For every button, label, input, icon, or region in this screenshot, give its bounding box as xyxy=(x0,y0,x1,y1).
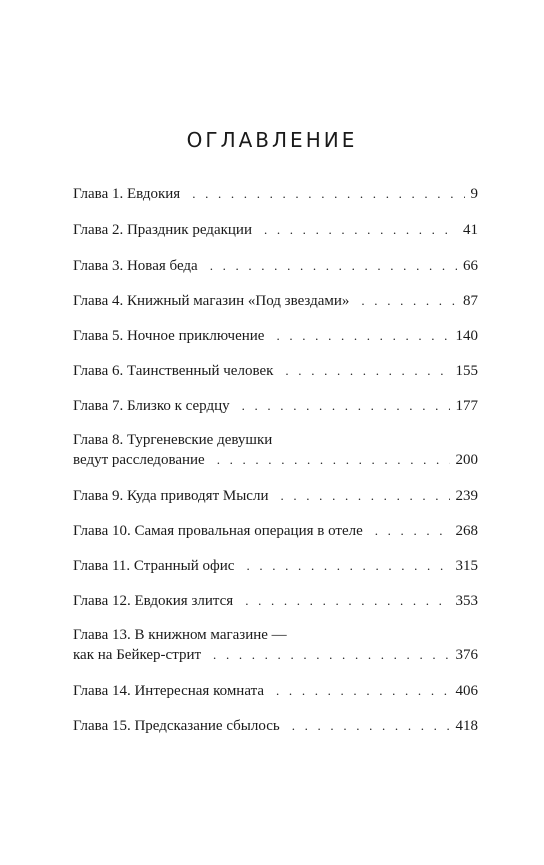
toc-entry-page: 353 xyxy=(455,593,478,609)
toc-entry-label: как на Бейкер-стрит xyxy=(73,647,202,663)
dot-leader xyxy=(280,486,449,505)
dot-leader xyxy=(242,396,450,415)
dot-leader xyxy=(217,450,450,469)
toc-entry xyxy=(73,591,478,611)
toc-entry-page: 177 xyxy=(455,398,478,414)
toc-entry-page: 200 xyxy=(455,452,478,468)
toc-entry xyxy=(73,626,478,665)
dot-leader xyxy=(210,256,457,275)
toc-entry-label: Глава 1. Евдокия xyxy=(73,186,181,202)
dot-leader xyxy=(246,556,449,575)
toc-entry-page: 376 xyxy=(455,647,478,663)
toc-entry-label: Глава 9. Куда приводят Мысли xyxy=(73,488,269,504)
toc-entry-page: 268 xyxy=(455,523,478,539)
toc-entry xyxy=(73,556,478,576)
toc-entry-page: 41 xyxy=(463,222,478,238)
toc-entry-page: 9 xyxy=(470,186,478,202)
page-title: ОГЛАВЛЕНИЕ xyxy=(186,128,358,152)
toc-entry xyxy=(73,521,478,541)
dot-leader xyxy=(285,361,449,380)
toc-entry-label: Глава 7. Близко к сердцу xyxy=(73,398,230,414)
dot-leader xyxy=(375,521,450,540)
dot-leader xyxy=(192,184,464,203)
toc-entry-label: Глава 3. Новая беда xyxy=(73,258,198,274)
toc-entry xyxy=(73,486,478,506)
toc-entry-label-line1: Глава 8. Тургеневские девушки xyxy=(73,432,273,448)
toc-entry-label: Глава 2. Праздник редакции xyxy=(73,222,252,238)
toc-entry-page: 155 xyxy=(455,363,478,379)
dot-leader xyxy=(276,326,449,345)
dot-leader xyxy=(245,591,449,610)
toc-entry-page: 418 xyxy=(455,718,478,734)
toc-entry xyxy=(73,431,478,470)
dot-leader xyxy=(276,681,449,700)
toc-entry xyxy=(73,361,478,381)
toc-entry xyxy=(73,326,478,346)
toc-entry xyxy=(73,184,478,204)
toc-entry-page: 87 xyxy=(463,293,478,309)
toc-entry-page: 66 xyxy=(463,258,478,274)
toc-entry-page: 239 xyxy=(455,488,478,504)
dot-leader xyxy=(292,716,450,735)
toc-entry-label: Глава 5. Ночное приключение xyxy=(73,328,265,344)
toc-entry-label: Глава 6. Таинственный человек xyxy=(73,363,274,379)
toc-entry xyxy=(73,396,478,416)
toc-entry-label: Глава 12. Евдокия злится xyxy=(73,593,234,609)
toc-entry xyxy=(73,716,478,736)
toc-entry-page: 315 xyxy=(455,558,478,574)
toc-entry xyxy=(73,256,478,276)
toc-entry-label-line1: Глава 13. В книжном магазине — xyxy=(73,627,287,643)
toc-entry-label: Глава 10. Самая провальная операция в отеле xyxy=(73,523,363,539)
toc-entry-label: ведут расследование xyxy=(73,452,205,468)
toc-entry xyxy=(73,681,478,701)
toc-entry-label: Глава 4. Книжный магазин «Под звездами» xyxy=(73,293,350,309)
dot-leader xyxy=(213,645,449,664)
dot-leader xyxy=(361,291,457,310)
toc-entry-label: Глава 14. Интересная комната xyxy=(73,683,265,699)
toc-entry-page: 140 xyxy=(455,328,478,344)
toc-entry xyxy=(73,220,478,240)
toc-entry-page: 406 xyxy=(455,683,478,699)
toc-entry-label: Глава 15. Предсказание сбылось xyxy=(73,718,280,734)
toc-entry-label: Глава 11. Странный офис xyxy=(73,558,235,574)
dot-leader xyxy=(264,220,457,239)
toc-entry xyxy=(73,291,478,311)
